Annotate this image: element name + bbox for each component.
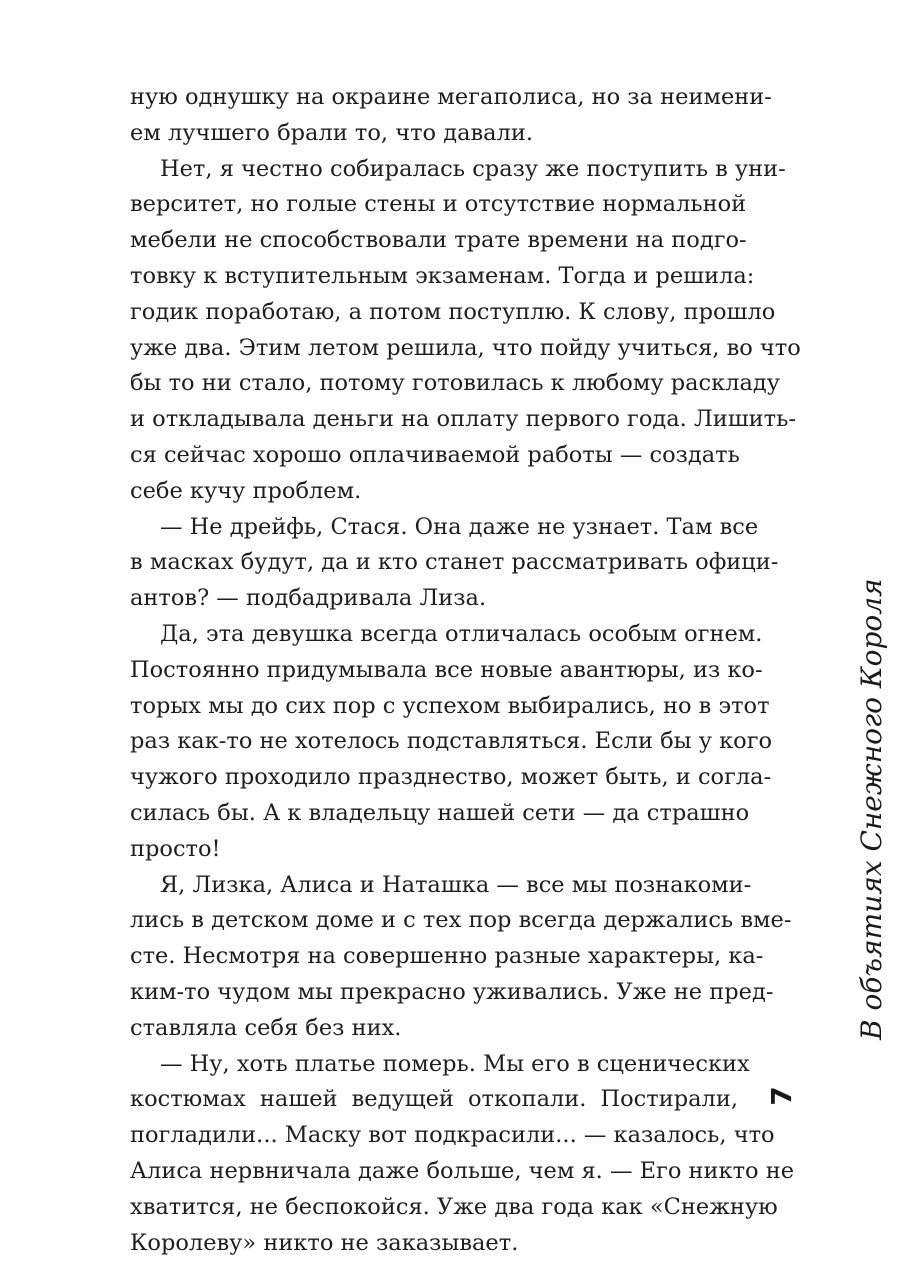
text-line: ким-то чудом мы прекрасно уживались. Уже не пред- bbox=[130, 975, 738, 1011]
paragraph bbox=[130, 868, 738, 1047]
text-line: раз как-то не хотелось подставляться. Если бы у кого bbox=[130, 724, 738, 760]
paragraph bbox=[130, 152, 738, 510]
text-line: ставляла себя без них. bbox=[130, 1011, 738, 1047]
text-line: хватится, не беспокойся. Уже два года как «Снежную bbox=[130, 1190, 738, 1226]
text-line: торых мы до сих пор с успехом выбирались, но в этот bbox=[130, 689, 738, 725]
text-line: погладили... Маску вот подкрасили... — казалось, что bbox=[130, 1118, 738, 1154]
text-line: верситет, но голые стены и отсутствие нормальной bbox=[130, 187, 738, 223]
text-line: просто! bbox=[130, 832, 738, 868]
text-line: костюмах нашей ведущей откопали. Постирали, bbox=[130, 1082, 738, 1118]
text-line: Я, Лизка, Алиса и Наташка — все мы познакоми- bbox=[130, 868, 738, 904]
text-line: силась бы. А к владельцу нашей сети — да страшно bbox=[130, 796, 738, 832]
page-number: 7 bbox=[762, 1076, 802, 1116]
text-line: Алиса нервничала даже больше, чем я. — Его никто не bbox=[130, 1154, 738, 1190]
page-body-text bbox=[130, 80, 738, 1261]
text-line: себе кучу проблем. bbox=[130, 474, 738, 510]
text-line: мебели не способствовали трате времени на подго- bbox=[130, 223, 738, 259]
paragraph bbox=[130, 617, 738, 868]
paragraph bbox=[130, 1047, 738, 1261]
text-line: — Ну, хоть платье померь. Мы его в сценических bbox=[130, 1047, 738, 1083]
text-line: антов? — подбадривала Лиза. bbox=[130, 581, 738, 617]
text-line: уже два. Этим летом решила, что пойду учиться, во что bbox=[130, 331, 738, 367]
text-line: Да, эта девушка всегда отличалась особым огнем. bbox=[130, 617, 738, 653]
text-line: годик поработаю, а потом поступлю. К слову, прошло bbox=[130, 295, 738, 331]
text-line: лись в детском доме и с тех пор всегда держались вме- bbox=[130, 903, 738, 939]
text-line: и откладывала деньги на оплату первого года. Лишить- bbox=[130, 402, 738, 438]
paragraph bbox=[130, 80, 738, 152]
text-line: в масках будут, да и кто станет рассматривать офици- bbox=[130, 545, 738, 581]
text-line: — Не дрейфь, Стася. Она даже не узнает. Там все bbox=[130, 510, 738, 546]
text-line: ем лучшего брали то, что давали. bbox=[130, 116, 738, 152]
running-title: В объятиях Снежного Короля bbox=[852, 720, 892, 1040]
text-line: Постоянно придумывала все новые авантюры, из ко- bbox=[130, 653, 738, 689]
text-line: Королеву» никто не заказывает. bbox=[130, 1226, 738, 1261]
text-line: чужого проходило празднество, может быть, и согла- bbox=[130, 760, 738, 796]
text-line: ную однушку на окраине мегаполиса, но за неимени- bbox=[130, 80, 738, 116]
text-line: бы то ни стало, потому готовилась к любому раскладу bbox=[130, 366, 738, 402]
text-line: сте. Несмотря на совершенно разные характеры, ка- bbox=[130, 939, 738, 975]
text-line: товку к вступительным экзаменам. Тогда и решила: bbox=[130, 259, 738, 295]
text-line: ся сейчас хорошо оплачиваемой работы — создать bbox=[130, 438, 738, 474]
text-line: Нет, я честно собиралась сразу же поступить в уни- bbox=[130, 152, 738, 188]
paragraph bbox=[130, 510, 738, 617]
